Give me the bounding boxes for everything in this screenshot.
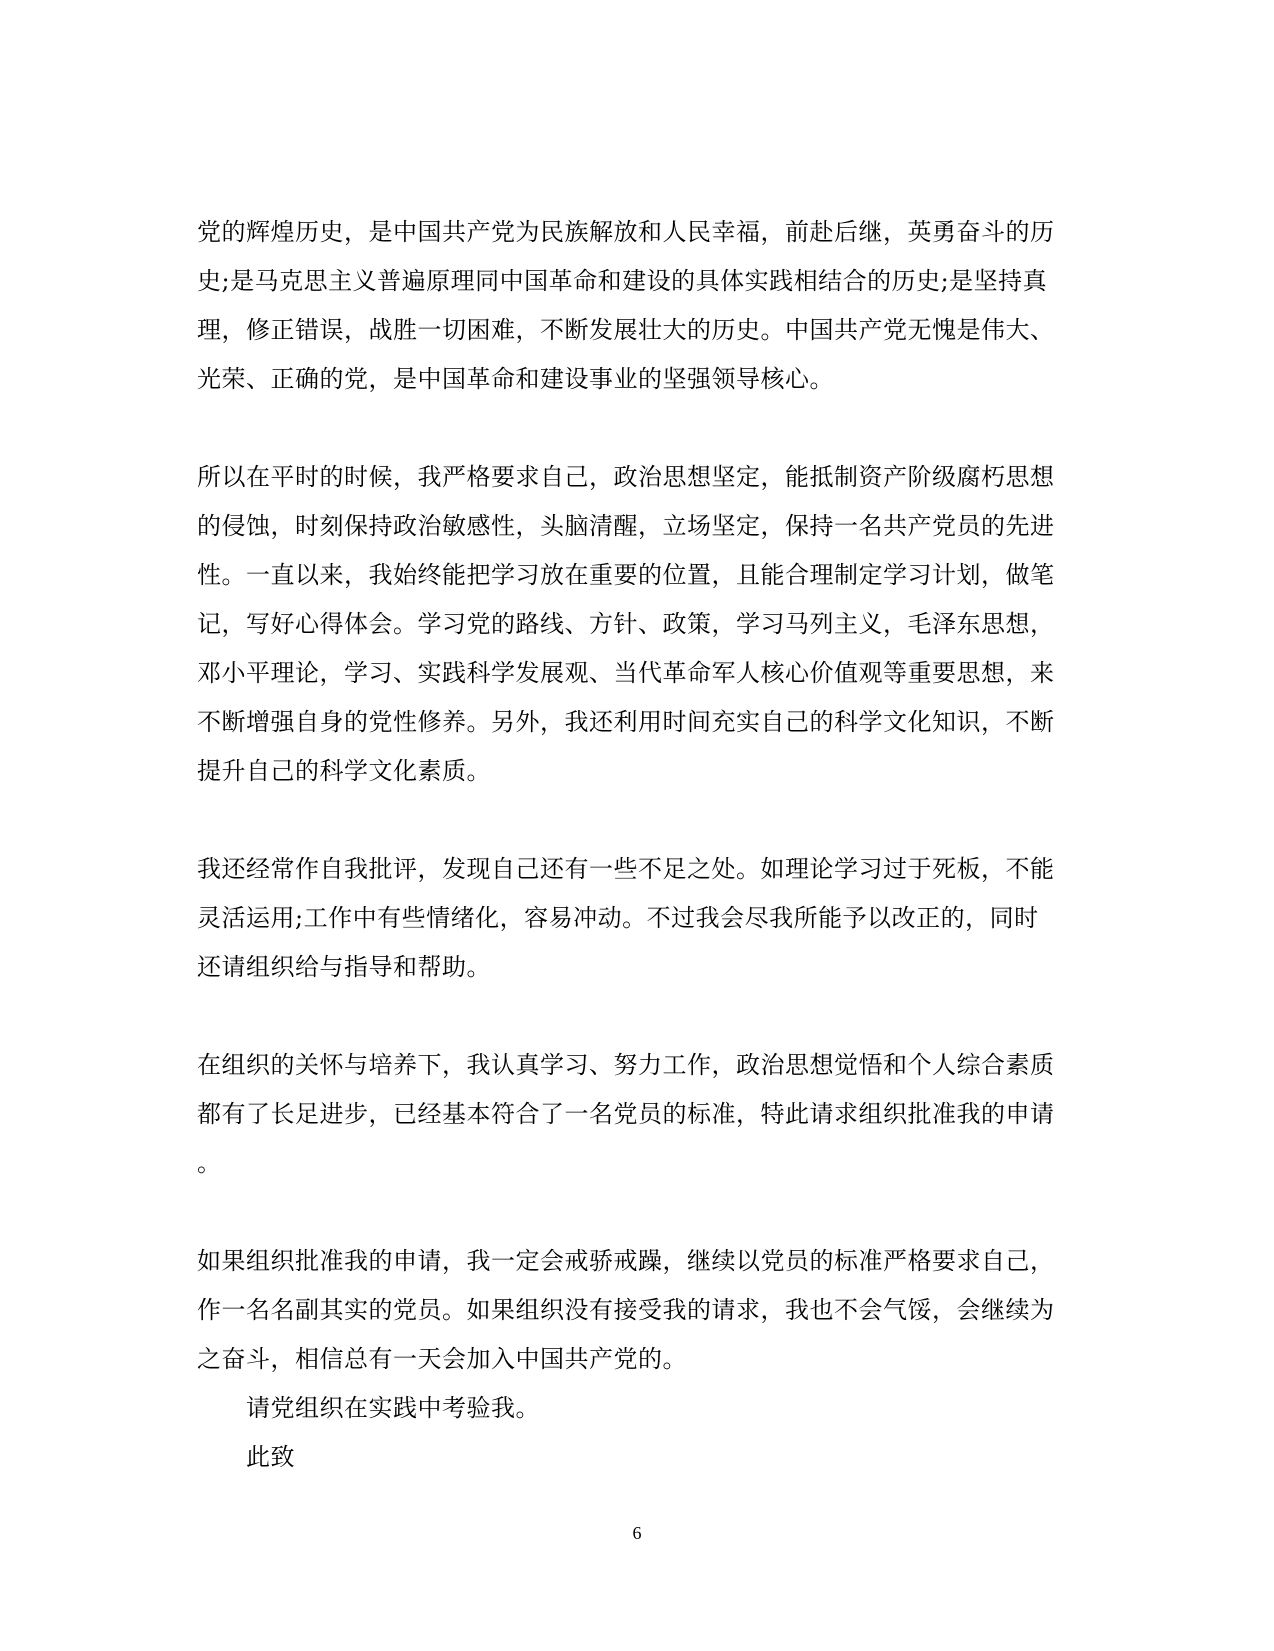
- document-body: [197, 208, 1077, 1482]
- paragraph-self-criticism: 我还经常作自我批评，发现自己还有一些不足之处。如理论学习过于死板，不能 灵活运用;工作中有些情绪化，容易冲动。不过我会尽我所能予以改正的，同时 还请组织给与指导和帮助。: [197, 855, 1055, 981]
- paragraph-commitment: 如果组织批准我的申请，我一定会戒骄戒躁，继续以党员的标准严格要求自己， 作一名名副其实的党员。如果组织没有接受我的请求，我也不会气馁，会继续为 之奋斗，相信总有一天会加入中国共产党的。: [197, 1247, 1055, 1373]
- page-number: 6: [632, 1523, 642, 1543]
- closing-line-salutation: 此致: [246, 1443, 295, 1471]
- paragraph-self-discipline: 所以在平时的时候，我严格要求自己，政治思想坚定，能抵制资产阶级腐朽思想 的侵蚀，时刻保持政治敏感性，头脑清醒，立场坚定，保持一名共产党员的先进 性。一直以来，我始终能把学习放在重要的位置，且能合理制定学习计划，做笔 记，写好心得体会。学习党的路线、方针、政策，学习马列主义，毛泽东思想， 邓小平理论，学习、实践科学发展观、当代革命军人核心价值观等重要思想，来 不断增强自身的党性修养。另外，我还利用时间充实自己的科学文化知识，不断 提升自己的科学文化素质。: [197, 463, 1055, 785]
- paragraph-application-request: 在组织的关怀与培养下，我认真学习、努力工作，政治思想觉悟和个人综合素质 都有了长足进步，已经基本符合了一名党员的标准，特此请求组织批准我的申请 。: [197, 1051, 1055, 1177]
- paragraph-party-history: 党的辉煌历史，是中国共产党为民族解放和人民幸福，前赴后继，英勇奋斗的历 史;是马克思主义普遍原理同中国革命和建设的具体实践相结合的历史;是坚持真 理，修正错误，战胜一切困难，不断发展壮大的历史。中国共产党无愧是伟大、 光荣、正确的党，是中国革命和建设事业的坚强领导核心。: [197, 218, 1055, 393]
- closing-line-test-me: 请党组织在实践中考验我。: [246, 1394, 540, 1422]
